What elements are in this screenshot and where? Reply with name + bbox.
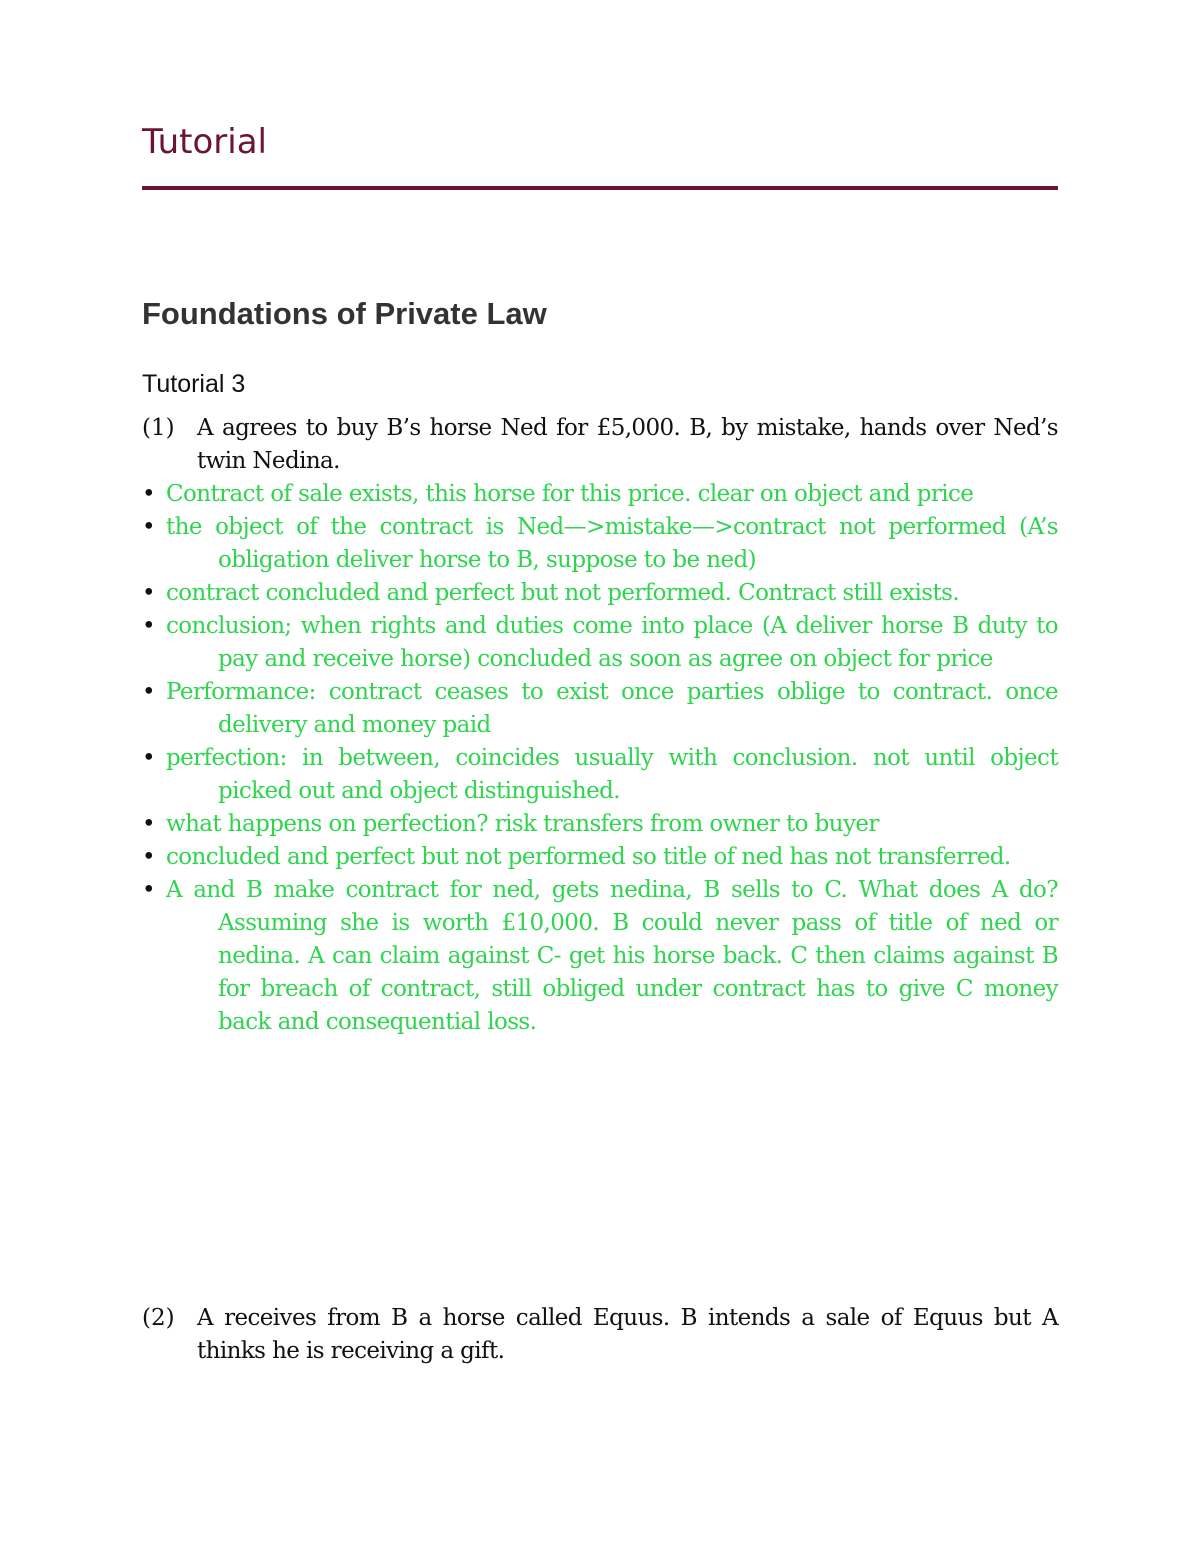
bullet-icon: • xyxy=(142,580,155,606)
bullet-icon: • xyxy=(142,613,155,639)
note-item xyxy=(142,742,1058,808)
note-text: Contract of sale exists, this horse for this price. clear on object and price xyxy=(166,481,974,507)
header-title: Tutorial xyxy=(142,122,267,162)
question-text: A receives from B a horse called Equus. B intends a sale of Equus but A thinks he is receiving a gift. xyxy=(197,1305,1058,1364)
note-item xyxy=(142,841,1058,874)
note-item xyxy=(142,577,1058,610)
note-text: A and B make contract for ned, gets nedina, B sells to C. What does A do? Assuming she is worth £10,000. B could never pass of title of ned or nedina. A can claim against C- get his horse back. C then claims against B for breach of contract, still obliged under contract has to give C money back and consequential loss. xyxy=(166,877,1058,1035)
note-item xyxy=(142,610,1058,676)
note-text: contract concluded and perfect but not performed. Contract still exists. xyxy=(166,580,960,606)
note-text: perfection: in between, coincides usually with conclusion. not until object picked out and object distinguished. xyxy=(166,745,1058,804)
note-text: the object of the contract is Ned—>mistake—>contract not performed (A’s obligation deliver horse to B, suppose to be ned) xyxy=(166,514,1058,573)
question-1 xyxy=(142,412,1058,478)
note-item xyxy=(142,874,1058,1039)
tutorial-number: Tutorial 3 xyxy=(142,370,246,398)
question-text: A agrees to buy B’s horse Ned for £5,000. B, by mistake, hands over Ned’s twin Nedina. xyxy=(197,415,1058,474)
note-item xyxy=(142,808,1058,841)
note-text: concluded and perfect but not performed so title of ned has not transferred. xyxy=(166,844,1011,870)
question-number: (1) xyxy=(142,415,175,441)
note-item xyxy=(142,511,1058,577)
bullet-icon: • xyxy=(142,877,155,903)
bullet-icon: • xyxy=(142,745,155,771)
document-title: Foundations of Private Law xyxy=(142,296,547,331)
note-item xyxy=(142,676,1058,742)
question-2 xyxy=(142,1302,1058,1368)
bullet-icon: • xyxy=(142,811,155,837)
note-text: conclusion; when rights and duties come into place (A deliver horse B duty to pay and receive horse) concluded as soon as agree on object for price xyxy=(166,613,1058,672)
bullet-icon: • xyxy=(142,679,155,705)
bullet-icon: • xyxy=(142,844,155,870)
page-header xyxy=(142,118,1058,166)
note-text: what happens on perfection? risk transfers from owner to buyer xyxy=(166,811,879,837)
answer-notes xyxy=(142,478,1058,1039)
note-text: Performance: contract ceases to exist once parties oblige to contract. once delivery and money paid xyxy=(166,679,1058,738)
bullet-icon: • xyxy=(142,481,155,507)
question-number: (2) xyxy=(142,1305,175,1331)
header-divider xyxy=(142,186,1058,190)
bullet-icon: • xyxy=(142,514,155,540)
note-item xyxy=(142,478,1058,511)
